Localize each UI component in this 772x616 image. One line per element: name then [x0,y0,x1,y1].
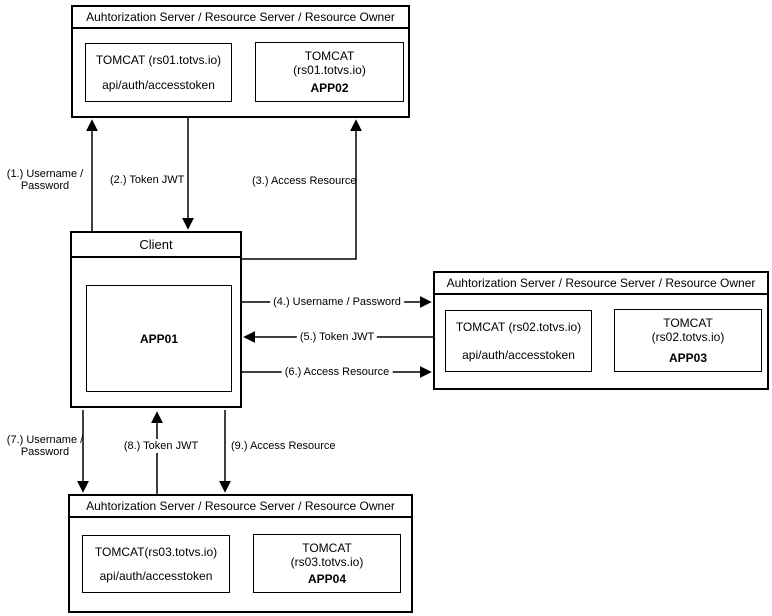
node-rs03-auth [82,535,230,593]
server-rs01-title: Auhtorization Server / Resource Server / Resource Owner [73,7,408,29]
node-rs02-app [614,309,762,372]
node-rs02-auth-endpoint: api/auth/accesstoken [462,348,575,362]
client-box [70,231,242,408]
node-rs02-auth-host: TOMCAT (rs02.totvs.io) [455,320,582,334]
flow1-label: (1.) Username / Password [6,168,84,192]
server-box-rs03 [68,494,413,613]
node-rs01-app-tomcat: TOMCAT [304,49,355,63]
server-box-rs02 [433,271,769,390]
node-rs03-app-header [291,541,364,569]
flow7-label: (7.) Username / Password [6,434,84,458]
node-rs02-app-host: (rs02.totvs.io) [651,330,725,344]
node-rs03-app [253,534,401,593]
flow6-label: (6.) Access Resource [282,365,393,379]
node-rs01-app-host: (rs01.totvs.io) [293,63,366,77]
node-rs01-auth [85,43,232,102]
node-rs02-app-tomcat: TOMCAT [663,316,713,330]
node-app01: APP01 [86,285,232,392]
node-rs03-app-host: (rs03.totvs.io) [290,555,364,569]
flow2-label: (2.) Token JWT [110,174,185,186]
node-rs01-app [255,42,404,102]
node-rs01-auth-endpoint: api/auth/accesstoken [102,78,215,92]
node-rs03-auth-endpoint: api/auth/accesstoken [99,569,213,583]
node-rs02-app-name: APP03 [668,351,708,365]
flow4-label: (4.) Username / Password [270,295,404,309]
node-rs02-auth [445,310,592,372]
server-rs02-title: Auhtorization Server / Resource Server / Resource Owner [435,273,767,295]
flow8-label: (8.) Token JWT [121,439,201,453]
node-rs01-app-name: APP02 [310,81,349,95]
flow3-label: (3.) Access Resource [252,175,357,187]
flow5-label: (5.) Token JWT [297,330,377,344]
client-title: Client [72,233,240,258]
node-rs01-auth-host: TOMCAT (rs01.totvs.io) [95,53,222,67]
node-rs02-app-header [652,316,725,344]
node-rs03-auth-host: TOMCAT(rs03.totvs.io) [94,545,218,559]
server-box-rs01 [71,5,410,118]
flow9-label: (9.) Access Resource [231,440,336,452]
node-rs03-app-name: APP04 [307,572,347,586]
server-rs03-title: Auhtorization Server / Resource Server / Resource Owner [70,496,411,518]
flow3-arrow [242,121,356,259]
node-rs01-app-header [293,49,366,77]
node-rs03-app-tomcat: TOMCAT [302,541,352,555]
